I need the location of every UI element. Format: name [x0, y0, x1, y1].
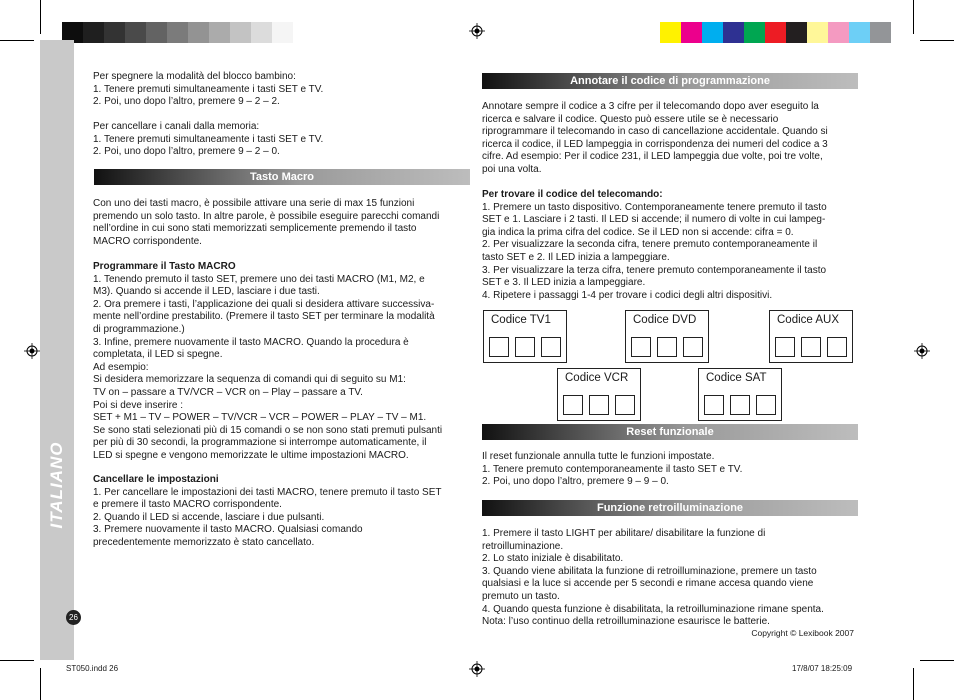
color-swatch [660, 22, 681, 43]
code-digit-box [756, 395, 776, 415]
section-header-macro: Tasto Macro [94, 169, 470, 185]
crop-mark [0, 40, 34, 41]
code-digit-box [827, 337, 847, 357]
color-swatch [723, 22, 744, 43]
crop-mark [920, 40, 954, 41]
language-sidebar [40, 40, 74, 660]
color-swatch [744, 22, 765, 43]
code-digit-box [615, 395, 635, 415]
reset-paragraph: Il reset funzionale annulla tutte le funzioni impostate. 1. Tenere premuto contemporaneamente il tasto SET e TV. 2. Poi, uno dopo l’altro, premere 9 – 9 – 0. [482, 451, 743, 488]
code-box-vcr [557, 368, 641, 421]
section-header-backlight: Funzione retroilluminazione [482, 500, 858, 516]
backlight-paragraph: 1. Premere il tasto LIGHT per abilitare/ disabilitare la funzione di retroilluminazione. 2. Lo stato iniziale è disabilitato. 3. Quando viene abilitata la funzione di retroilluminazione, premere un tasto qualsiasi e la luce si accende per 5 secondi e rimane accesa quando viene premuto un tasto. 4. Quando questa funzione è disabilitata, la retroilluminazione rimane spenta. Nota: l’uso continuo della retroilluminazione esaurisce le batterie. [482, 528, 824, 628]
code-digit-box [775, 337, 795, 357]
color-swatch [702, 22, 723, 43]
code-digit-box [589, 395, 609, 415]
code-digit-box [515, 337, 535, 357]
code-box-label: Codice SAT [706, 372, 767, 384]
crop-mark [40, 668, 41, 700]
code-box-label: Codice VCR [565, 372, 629, 384]
code-digit-box [563, 395, 583, 415]
copyright-notice: Copyright © Lexibook 2007 [751, 628, 854, 638]
code-digit-box [489, 337, 509, 357]
code-box-label: Codice AUX [777, 314, 840, 326]
grayscale-swatch [272, 22, 293, 43]
code-box-label: Codice TV1 [491, 314, 551, 326]
code-digit-box [801, 337, 821, 357]
macro-intro-paragraph: Con uno dei tasti macro, è possibile attivare una serie di max 15 funzioni premendo un solo tasto. In altre parole, è possibile eseguire parecchi comandi nell’ordine in cui sono stati memorizzati semplicemente premendo il tasto MACRO corrispondente. [93, 198, 440, 247]
code-digit-box [631, 337, 651, 357]
section-header-code: Annotare il codice di programmazione [482, 73, 858, 89]
color-swatch [807, 22, 828, 43]
grayscale-swatch [125, 22, 146, 43]
code-box-dvd [625, 310, 709, 363]
registration-mark-icon [469, 23, 485, 39]
crop-mark [913, 0, 914, 34]
color-swatch [765, 22, 786, 43]
grayscale-swatch [167, 22, 188, 43]
registration-mark-icon [469, 661, 485, 677]
macro-programming-section: Programmare il Tasto MACRO 1. Tenendo premuto il tasto SET, premere uno dei tasti MACRO (M1, M2, e M3). Quando si accende il LED, lasciare i due tasti. 2. Ora premere i tasti, l’applicazione dei quali si desidera attivare successiva- mente nell’ordine prestabilito. (Premere il tasto SET per terminare la modalità di programmazione.) 3. Infine, premere nuovamente il tasto MACRO. Quando la procedura è completata, il LED si spegne. Ad esempio: Si desidera memorizzare la sequenza di comandi qui di seguito su M1: TV on – passare a TV/VCR – VCR on – Play – passare a TV. Poi si deve inserire : SET + M1 – TV – POWER – TV/VCR – VCR – POWER – PLAY – TV – M1. Se sono stati selezionati più di 15 comandi o se non sono stati premuti pulsanti per più di 30 secondi, la programmazione si interrompe automaticamente, il LED si spegne e vengono memorizzate le ultime impostazioni MACRO. [93, 261, 443, 461]
crop-mark [920, 660, 954, 661]
footer-datetime: 17/8/07 18:25:09 [792, 664, 853, 673]
footer-file-slug: ST050.indd 26 [66, 664, 119, 673]
grayscale-swatch [146, 22, 167, 43]
page-number-badge: 26 [66, 610, 81, 625]
crop-mark [40, 0, 41, 34]
code-digit-box [541, 337, 561, 357]
color-swatch [870, 22, 891, 43]
code-box-aux [769, 310, 853, 363]
child-lock-off-paragraph: Per spegnere la modalità del blocco bambino: 1. Tenere premuti simultaneamente i tasti SET e TV. 2. Poi, uno dopo l’altro, premere 9 – 2 – 2. [93, 71, 324, 108]
grayscale-swatch [104, 22, 125, 43]
color-swatch [828, 22, 849, 43]
code-digit-box [730, 395, 750, 415]
code-intro-paragraph: Annotare sempre il codice a 3 cifre per il telecomando dopo aver eseguito la ricerca e salvare il codice. Questo può essere utile se è necessario riprogrammare il telecomando in caso di cancellazione accidentale. Quando si ricerca il codice, il LED lampeggia in corrispondenza dei numeri del codice a 3 cifre. Ad esempio: Per il codice 231, il LED lampeggia due volte, poi tre volte, poi una volta. [482, 101, 828, 175]
grayscale-swatch [230, 22, 251, 43]
code-digit-box [657, 337, 677, 357]
sidebar-language-label: ITALIANO [47, 441, 66, 529]
code-digit-box [683, 337, 703, 357]
code-digit-box [704, 395, 724, 415]
find-code-section: Per trovare il codice del telecomando: 1. Premere un tasto dispositivo. Contemporaneamente tenere premuto il tasto SET e 1. Lasciare i 2 tasti. Il LED si accende; il numero di volte in cui lampeg- gia indica la prima cifra del codice. Se il LED non si accende: cifra = 0. 2. Per visualizzare la seconda cifra, tenere premuto contemporaneamente il tasto SET e 2. Il LED inizia a lampeggiare. 3. Per visualizzare la terza cifra, tenere premuto contemporaneamente il tasto SET e 3. Il LED inizia a lampeggiare. 4. Ripetere i passaggi 1-4 per trovare i codici degli altri dispositivi. [482, 189, 827, 301]
registration-mark-icon [914, 343, 930, 359]
section-header-reset: Reset funzionale [482, 424, 858, 440]
color-swatch [681, 22, 702, 43]
crop-mark [0, 660, 34, 661]
code-box-sat [698, 368, 782, 421]
code-box-tv1 [483, 310, 567, 363]
grayscale-swatch [209, 22, 230, 43]
registration-mark-icon [24, 343, 40, 359]
grayscale-swatch [188, 22, 209, 43]
grayscale-swatch [83, 22, 104, 43]
grayscale-swatch [251, 22, 272, 43]
crop-mark [913, 668, 914, 700]
delete-channels-paragraph: Per cancellare i canali dalla memoria: 1. Tenere premuti simultaneamente i tasti SET e TV. 2. Poi, uno dopo l’altro, premere 9 – 2 – 0. [93, 121, 324, 158]
code-box-label: Codice DVD [633, 314, 697, 326]
color-swatch [786, 22, 807, 43]
cancel-settings-section: Cancellare le impostazioni 1. Per cancellare le impostazioni dei tasti MACRO, tenere premuto il tasto SET e premere il tasto MACRO corrispondente. 2. Quando il LED si accende, lasciare i due pulsanti. 3. Premere nuovamente il tasto MACRO. Qualsiasi comando precedentemente memorizzato è stato cancellato. [93, 474, 442, 548]
color-swatch [849, 22, 870, 43]
